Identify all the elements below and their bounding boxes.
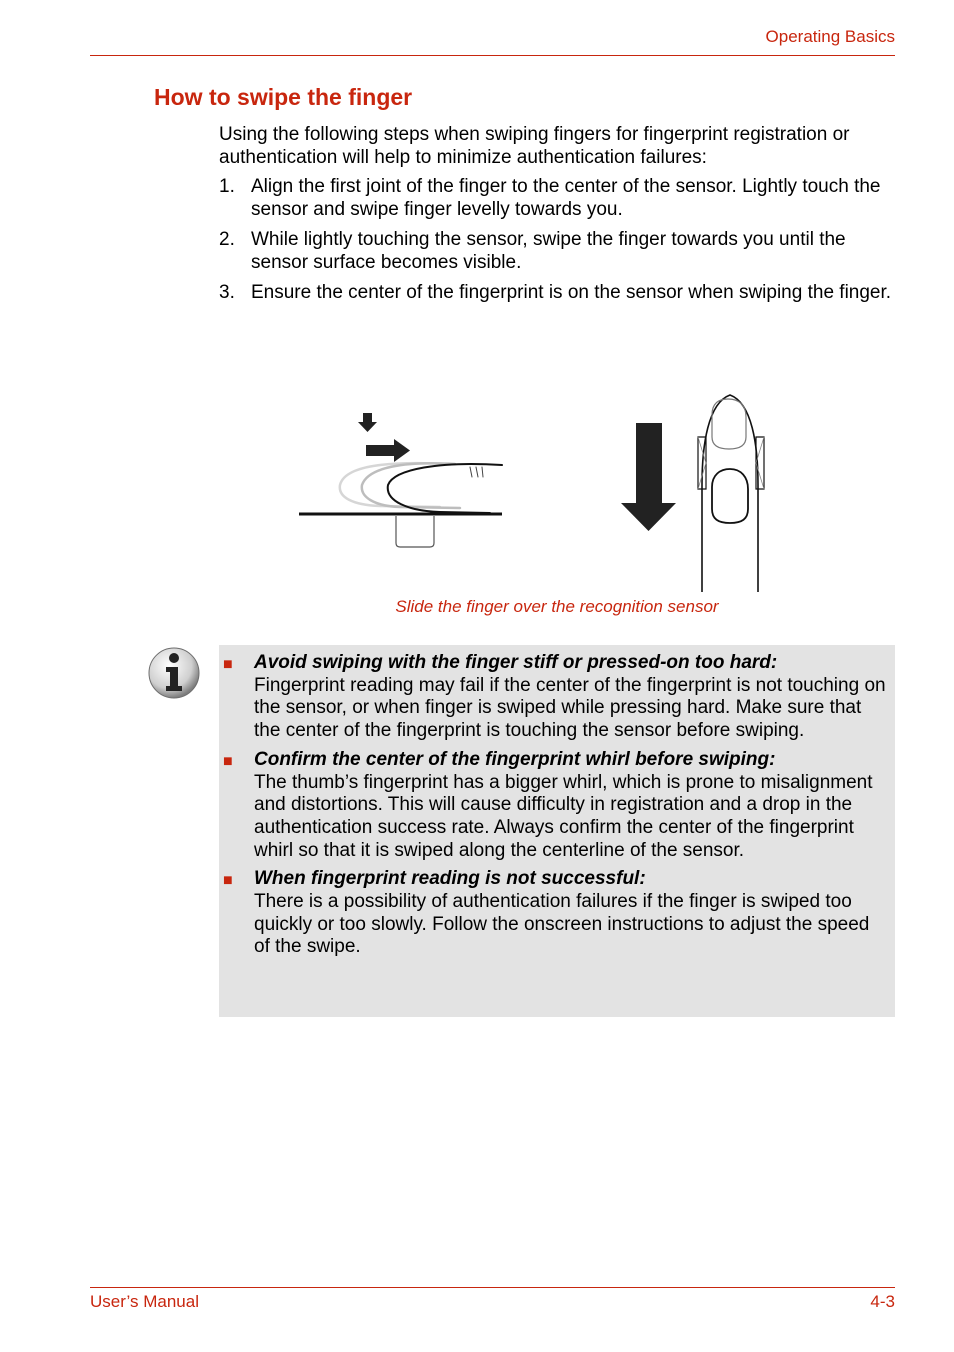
step-number: 2.: [219, 229, 235, 250]
page-number: 4-3: [870, 1292, 895, 1311]
footer-rule: [90, 1287, 895, 1288]
note-title: When fingerprint reading is not successful:: [254, 868, 646, 890]
note-list: [219, 645, 895, 959]
step-number: 3.: [219, 282, 235, 303]
finger-top-view: [698, 395, 764, 592]
header-rule: [90, 55, 895, 56]
bullet-square-icon: ■: [223, 872, 233, 890]
intro-paragraph: Using the following steps when swiping fingers for fingerprint registration or authentication will help to minimize authentication failures:: [219, 124, 850, 168]
running-header: Operating Basics: [765, 27, 895, 46]
note-box: [219, 645, 895, 1017]
section-title: How to swipe the finger: [154, 84, 413, 110]
down-arrow-large-icon: [621, 423, 676, 531]
step-number: 1.: [219, 176, 235, 197]
bullet-square-icon: ■: [223, 656, 233, 673]
note-item: [219, 749, 887, 863]
note-body: Fingerprint reading may fail if the center of the fingerprint is not touching on the sensor, or when finger is swiped while pressing hard. Make sure that the center of the fingerprint is touching the sensor before swiping.: [254, 674, 886, 742]
note-body: There is a possibility of authentication failures if the finger is swiped too quickly or too slowly. Follow the onscreen instructions to adjust the speed of the swipe.: [254, 891, 870, 958]
finger-swipe-illustration: [290, 385, 780, 600]
step-text: Align the first joint of the finger to the center of the sensor. Lightly touch the sensor and swipe finger levelly towards you.: [251, 176, 881, 220]
figure-caption: Slide the finger over the recognition sensor: [395, 597, 719, 616]
note-title: Confirm the center of the fingerprint whirl before swiping:: [254, 748, 776, 770]
steps-list: [219, 175, 899, 311]
note-body: The thumb’s fingerprint has a bigger whirl, which is prone to misalignment and distortions. This will cause difficulty in registration and a drop in the authentication success rate. Always confirm the center of the fingerprint whirl so that it is swiped along the centerline of the sensor.: [254, 771, 873, 861]
step-item: [219, 228, 899, 274]
bullet-square-icon: ■: [223, 752, 233, 770]
sensor-side-view: [299, 514, 502, 547]
step-text: While lightly touching the sensor, swipe the finger towards you until the sensor surface becomes visible.: [251, 229, 846, 273]
down-arrow-small-icon: [358, 413, 377, 432]
footer-manual-title: User’s Manual: [90, 1292, 199, 1311]
info-icon: [147, 646, 201, 700]
step-item: [219, 281, 899, 304]
step-text: Ensure the center of the fingerprint is on the sensor when swiping the finger.: [251, 282, 892, 303]
note-item: [219, 868, 887, 959]
note-item: [219, 652, 887, 743]
right-arrow-icon: [366, 439, 410, 462]
note-title: Avoid swiping with the finger stiff or pressed-on too hard:: [254, 652, 778, 673]
finger-side-view: [340, 463, 502, 513]
step-item: [219, 175, 899, 221]
